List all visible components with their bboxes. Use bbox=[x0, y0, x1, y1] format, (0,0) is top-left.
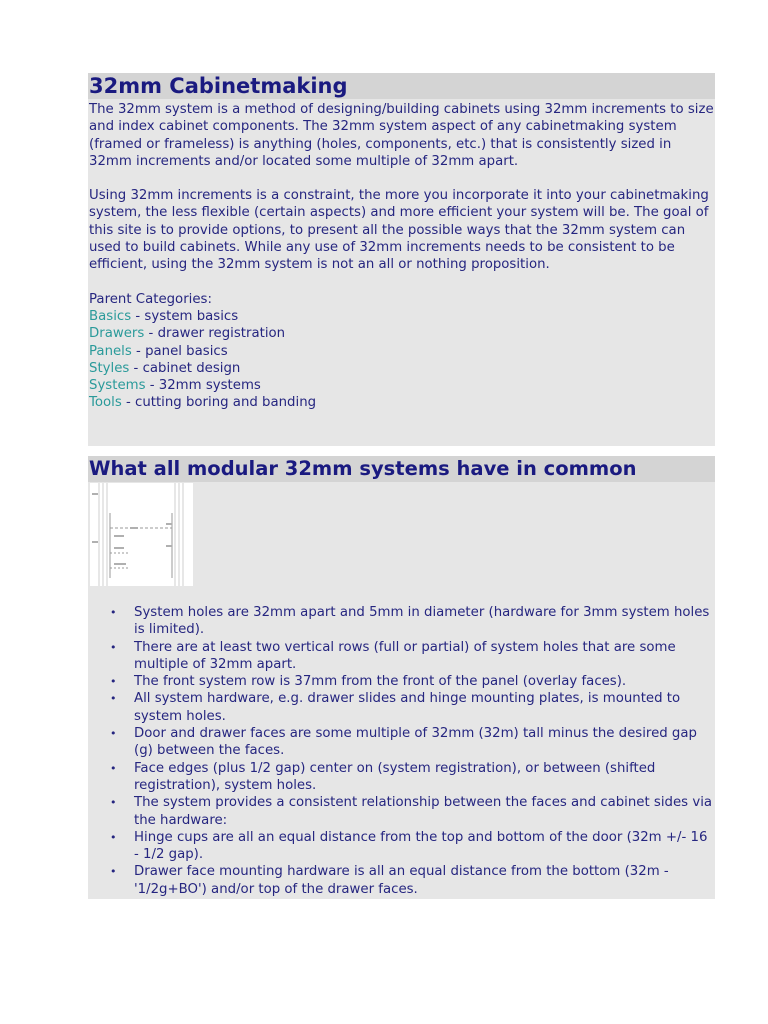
list-item: • Door and drawer faces are some multiple of 32mm (32m) tall minus the desired gap (g) between the faces. bbox=[110, 725, 715, 760]
list-item: • Hinge cups are all an equal distance from the top and bottom of the door (32m +/- 16 - 1/2 gap). bbox=[110, 829, 715, 864]
category-link-tools[interactable]: Tools bbox=[89, 395, 122, 411]
list-item: • Face edges (plus 1/2 gap) center on (system registration), or between (shifted registration), system holes. bbox=[110, 760, 715, 795]
parent-categories bbox=[88, 291, 715, 412]
category-item bbox=[88, 394, 715, 411]
category-item bbox=[88, 343, 715, 360]
category-link-panels[interactable]: Panels bbox=[89, 343, 132, 359]
category-item bbox=[88, 377, 715, 394]
category-link-basics[interactable]: Basics bbox=[89, 308, 132, 324]
intro-paragraph-2: Using 32mm increments is a constraint, the more you incorporate it into your cabinetmaking system, the less flexible (certain aspects) and more efficient your system will be. The goal of this site is to provide options, to present all the possible ways that the 32mm system can used to build cabinets. While any use of 32mm increments needs to be consistent to be efficient, using the 32mm system is not an all or nothing proposition. bbox=[89, 188, 709, 273]
title-band bbox=[88, 73, 715, 99]
list-item: • Drawer face mounting hardware is all an equal distance from the bottom (32m - '1/2g+BO') and/or top of the drawer faces. bbox=[110, 863, 715, 898]
diagram-graphic bbox=[90, 483, 193, 586]
category-item bbox=[88, 325, 715, 342]
list-item: • The front system row is 37mm from the front of the panel (overlay faces). bbox=[110, 673, 715, 690]
categories-heading: Parent Categories: bbox=[89, 291, 212, 307]
category-desc: - 32mm systems bbox=[145, 378, 261, 394]
section-heading-band bbox=[88, 456, 715, 482]
section-heading: What all modular 32mm systems have in common bbox=[89, 457, 637, 480]
category-link-drawers[interactable]: Drawers bbox=[89, 326, 145, 342]
cabinet-diagram-image[interactable] bbox=[90, 483, 193, 586]
list-item: • The system provides a consistent relationship between the faces and cabinet sides via the hardware: bbox=[110, 794, 715, 829]
list-item: • There are at least two vertical rows (full or partial) of system holes that are some multiple of 32mm apart. bbox=[110, 639, 715, 674]
category-link-systems[interactable]: Systems bbox=[89, 378, 146, 394]
category-desc: - cutting boring and banding bbox=[121, 395, 317, 411]
list-item: • System holes are 32mm apart and 5mm in diameter (hardware for 3mm system holes is limited). bbox=[110, 604, 715, 639]
page-title: 32mm Cabinetmaking bbox=[89, 74, 348, 98]
features-list bbox=[110, 604, 715, 898]
common-features-section bbox=[88, 456, 715, 899]
category-item bbox=[88, 360, 715, 377]
category-link-styles[interactable]: Styles bbox=[89, 360, 130, 376]
intro-paragraph-1: The 32mm system is a method of designing/building cabinets using 32mm increments to size and index cabinet components. The 32mm system aspect of any cabinetmaking system (framed or frameless) is anything (holes, components, etc.) that is consistently sized in 32mm increments and/or located some multiple of 32mm apart. bbox=[89, 102, 714, 169]
category-desc: - drawer registration bbox=[144, 326, 286, 342]
category-desc: - panel basics bbox=[131, 343, 228, 359]
intro-section bbox=[88, 73, 715, 446]
list-item: • All system hardware, e.g. drawer slides and hinge mounting plates, is mounted to system holes. bbox=[110, 690, 715, 725]
category-item bbox=[88, 308, 715, 325]
category-desc: - cabinet design bbox=[129, 360, 241, 376]
category-desc: - system basics bbox=[131, 308, 239, 324]
